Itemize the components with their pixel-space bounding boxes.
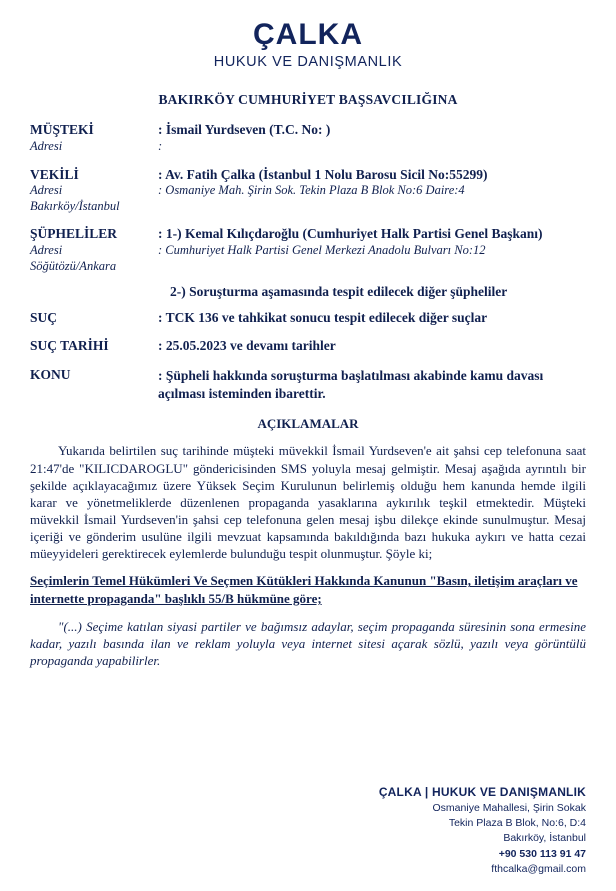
- footer-address-line-3: Bakırköy, İstanbul: [503, 832, 586, 845]
- footer-address-line-2: Tekin Plaza B Blok, No:6, D:4: [448, 817, 586, 830]
- explanations-title: AÇIKLAMALAR: [257, 416, 359, 432]
- vekili-label: VEKİLİ: [30, 166, 79, 182]
- field-supheliler: [30, 226, 586, 274]
- konu-value: : Şüpheli hakkında soruşturma başlatılması akabinde kamu davası açılması isteminden ibarettir.: [158, 368, 544, 401]
- field-vekili: [30, 167, 586, 215]
- vekili-adres-value: : Osmaniye Mah. Şirin Sok. Tekin Plaza B Blok No:6 Daire:4: [158, 183, 465, 198]
- field-musteki: [30, 122, 586, 155]
- document-heading: BAKIRKÖY CUMHURİYET BAŞSAVCILIĞINA: [158, 92, 458, 107]
- supheliler-value: : 1-) Kemal Kılıçdaroğlu (Cumhuriyet Halk Partisi Genel Başkanı): [158, 226, 543, 241]
- suc-tarihi-value: : 25.05.2023 ve devamı tarihler: [158, 338, 336, 354]
- explanations-paragraph-1: Yukarıda belirtilen suç tarihinde müşteki müvekkil İsmail Yurdseven'e ait şahsi cep telefonuna saat 21:47'de "KILICDAROGLU" göndericisinden SMS yoluyla mesaj gelmiştir. Mesaj aşağıda ayrıntılı bir şekilde açıklayacağımız üzere Yüksek Seçim Kurulunun belirlemiş olduğu hem kanunda hemde ilgili karar ve yönetmeliklerde düzenlenen propaganda yasaklarına aykırılık teşkil etmektedir. Müşteki müvekkil İsmail Yurdseven'in şahsi cep telefonuna gelen mesaj işbu dilekçe ekinde sunulmuştur. Mesaj içeriği ve gönderim usulüne ilgili mevzuat kapsamında bakıldığında bazı hukuka aykırı ve hatta cezai müeyyideleri gerektirecek eylemlerde bulunduğu tespit olunmuştur. Şöyle ki;: [30, 443, 586, 562]
- suc-value: : TCK 136 ve tahkikat sonucu tespit edilecek diğer suçlar: [158, 309, 488, 325]
- supheliler-adres-label: Adresi: [30, 242, 63, 257]
- brand-title: ÇALKA: [253, 18, 363, 51]
- brand-subtitle: HUKUK VE DANIŞMANLIK: [213, 54, 403, 70]
- supheliler-adres-value: : Cumhuriyet Halk Partisi Genel Merkezi Anadolu Bulvarı No:12: [158, 242, 486, 257]
- footer-firm-name: ÇALKA | HUKUK VE DANIŞMANLIK: [378, 784, 586, 799]
- letterhead: [30, 18, 586, 70]
- footer-address-line-1: Osmaniye Mahallesi, Şirin Sokak: [432, 801, 586, 814]
- law-article-heading: Seçimlerin Temel Hükümleri Ve Seçmen Kütükleri Hakkında Kanunun "Basın, iletişim araçları ve internette propaganda" başlıklı 55/B hükmüne göre;: [30, 573, 578, 606]
- musteki-value: : İsmail Yurdseven (T.C. No: ): [158, 122, 331, 137]
- footer-email: fthcalka@gmail.com: [491, 862, 586, 875]
- musteki-adres-value: :: [158, 138, 163, 153]
- supheliler-adres-cont: Söğütözü/Ankara: [30, 258, 117, 273]
- musteki-label: MÜŞTEKİ: [30, 122, 94, 137]
- suc-tarihi-label: SUÇ TARİHİ: [30, 338, 109, 354]
- musteki-adres-label: Adresi: [30, 138, 63, 153]
- suspect-second-entry: 2-) Soruşturma aşamasında tespit edilecek diğer şüpheliler: [170, 283, 508, 299]
- suc-label: SUÇ: [30, 309, 58, 325]
- konu-label: KONU: [30, 367, 71, 383]
- vekili-adres-label: Adresi: [30, 183, 63, 198]
- law-quote: "(...) Seçime katılan siyasi partiler ve bağımsız adaylar, seçim propaganda süresinin sona ermesine kadar, yazılı basında ilan ve reklam yoluyla veya internet sitesi açarak sözlü, yazılı veya görüntülü propaganda yapabilirler.: [30, 618, 586, 669]
- footer: [379, 784, 586, 877]
- field-suc-tarihi: [30, 338, 586, 355]
- footer-phone: +90 530 113 91 47: [498, 847, 586, 860]
- vekili-value: : Av. Fatih Çalka (İstanbul 1 Nolu Barosu Sicil No:55299): [158, 166, 488, 182]
- field-suc: [30, 310, 586, 327]
- supheliler-label: ŞÜPHELİLER: [30, 226, 118, 241]
- vekili-adres-cont: Bakırköy/İstanbul: [30, 199, 120, 213]
- field-konu: [30, 367, 586, 402]
